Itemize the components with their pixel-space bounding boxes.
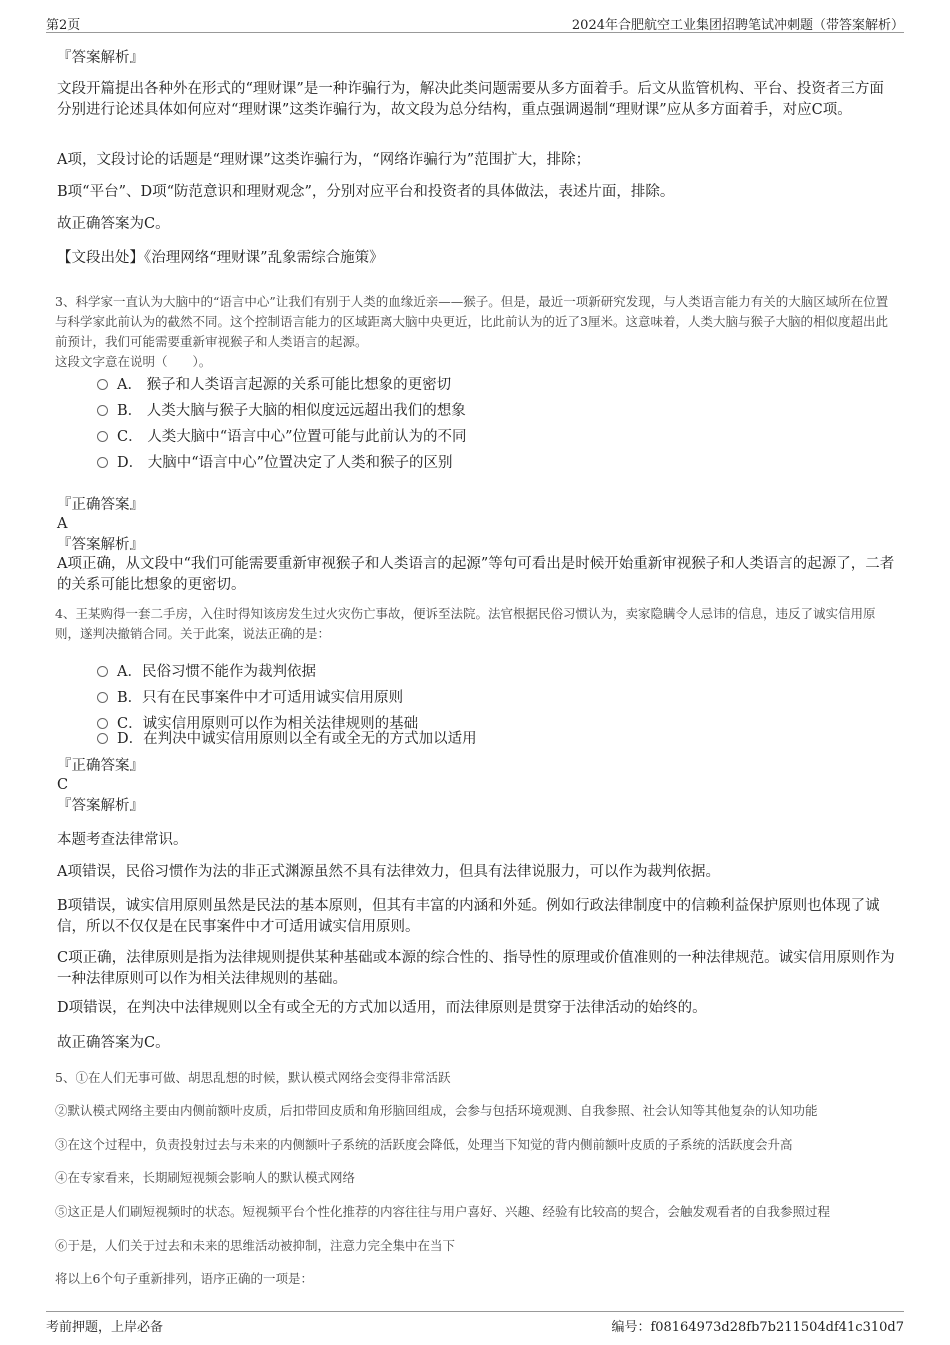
q3-ask: 这段文字意在说明（ ）。 [55, 354, 212, 369]
q4-answer-label: 『正确答案』 [57, 758, 144, 774]
q4-analysis-p2: A项错误，民俗习惯作为法的非正式渊源虽然不具有法律效力，但具有法律说服力，可以作为裁判依据。 [57, 864, 720, 880]
document-id: 编号：f08164973d28fb7b211504df41c310d7 [611, 1320, 904, 1335]
page-header [46, 12, 904, 33]
radio-icon[interactable] [97, 431, 108, 442]
q3-answer-label: 『正确答案』 [57, 497, 144, 513]
q4-option-a[interactable] [97, 662, 316, 682]
q2-analysis-p1: 文段开篇提出各种外在形式的“理财课”是一种诈骗行为，解决此类问题需要从多方面着手。后文从监管机构、平台、投资者三方面分别进行论述具体如何应对“理财课”这类诈骗行为，故文段为总分结构，重点强调遏制“理财课”应从多方面着手，对应C项。 [57, 81, 884, 118]
q3-analysis: A项正确，从文段中“我们可能需要重新审视猴子和人类语言的起源”等句可看出是时候开始重新审视猴子和人类语言的起源了，二者的关系可能比想象的更密切。 [57, 556, 895, 593]
q4-option-d[interactable] [97, 729, 477, 749]
q4-analysis-p6: 故正确答案为C。 [57, 1035, 170, 1051]
q4-answer: C [57, 777, 69, 793]
option-label: A． 猴子和人类语言起源的关系可能比想象的更密切 [117, 377, 452, 393]
option-label: B． 人类大脑与猴子大脑的相似度远远超出我们的想象 [117, 403, 466, 419]
q3-stem: 3、科学家一直认为大脑中的“语言中心”让我们有别于人类的血缘近亲——猴子。但是，最近一项新研究发现，与人类语言能力有关的大脑区域所在位置与科学家此前认为的截然不同。这个控制语言能力的区域距离大脑中央更近，比此前认为的近了3厘米。这意味着，人类大脑与猴子大脑的相似度超出此前预计，我们可能需要重新审视猴子和人类语言的起源。 [55, 294, 889, 349]
q3-option-d[interactable] [97, 453, 453, 473]
radio-icon[interactable] [97, 405, 108, 416]
page-footer [46, 1311, 904, 1334]
q4-analysis-label: 『答案解析』 [57, 798, 144, 814]
page-number: 第2页 [46, 18, 81, 33]
q4-analysis-p5: D项错误，在判决中法律规则以全有或全无的方式加以适用，而法律原则是贯穿于法律活动的始终的。 [57, 1000, 707, 1016]
q3-option-a[interactable] [97, 375, 451, 395]
radio-icon[interactable] [97, 666, 108, 677]
q2-analysis-p3: B项“平台”、D项“防范意识和理财观念”，分别对应平台和投资者的具体做法，表述片面，排除。 [57, 184, 675, 200]
radio-icon[interactable] [97, 718, 108, 729]
q5-sentence-1: 5、①在人们无事可做、胡思乱想的时候，默认模式网络会变得非常活跃 [55, 1070, 451, 1085]
q4-analysis-p4: C项正确，法律原则是指为法律规则提供某种基础或本源的综合性的、指导性的原理或价值准则的一种法律规范。诚实信用原则作为一种法律原则可以作为相关法律规则的基础。 [57, 950, 895, 987]
q5-sentence-5: ⑤这正是人们刷短视频时的状态。短视频平台个性化推荐的内容往往与用户喜好、兴趣、经验有比较高的契合，会触发观看者的自我参照过程 [55, 1204, 831, 1219]
q5-sentence-4: ④在专家看来，长期刷短视频会影响人的默认模式网络 [55, 1170, 356, 1185]
q5-sentence-2: ②默认模式网络主要由内侧前额叶皮质，后扣带回皮质和角形脑回组成，会参与包括环境观测、自我参照、社会认知等其他复杂的认知功能 [55, 1103, 818, 1118]
q4-option-b[interactable] [97, 688, 403, 708]
option-label: D． 大脑中“语言中心”位置决定了人类和猴子的区别 [117, 455, 453, 471]
option-label: B．只有在民事案件中才可适用诚实信用原则 [117, 690, 404, 706]
q5-ask: 将以上6个句子重新排列，语序正确的一项是： [55, 1271, 313, 1286]
option-label: C．诚实信用原则可以作为相关法律规则的基础 [117, 716, 419, 732]
option-label: C． 人类大脑中“语言中心”位置可能与此前认为的不同 [117, 429, 467, 445]
radio-icon[interactable] [97, 692, 108, 703]
document-title: 2024年合肥航空工业集团招聘笔试冲刺题（带答案解析） [571, 18, 904, 33]
q3-answer: A [57, 516, 68, 532]
q2-analysis-p2: A项，文段讨论的话题是“理财课”这类诈骗行为，“网络诈骗行为”范围扩大，排除； [57, 152, 591, 168]
q4-analysis-p3: B项错误，诚实信用原则虽然是民法的基本原则，但其有丰富的内涵和外延。例如行政法律制度中的信赖利益保护原则也体现了诚信，所以不仅仅是在民事案件中才可适用诚实信用原则。 [57, 898, 880, 935]
q3-option-b[interactable] [97, 401, 466, 421]
footer-slogan: 考前押题，上岸必备 [46, 1320, 164, 1335]
q2-source: 【文段出处】《治理网络“理财课”乱象需综合施策》 [57, 250, 384, 266]
q2-analysis-p4: 故正确答案为C。 [57, 216, 170, 232]
option-label: D．在判决中诚实信用原则以全有或全无的方式加以适用 [117, 731, 477, 747]
radio-icon[interactable] [97, 457, 108, 468]
radio-icon[interactable] [97, 733, 108, 744]
q3-analysis-label: 『答案解析』 [57, 537, 144, 553]
q3-option-c[interactable] [97, 427, 467, 447]
radio-icon[interactable] [97, 379, 108, 390]
q5-sentence-3: ③在这个过程中，负责投射过去与未来的内侧额叶子系统的活跃度会降低，处理当下知觉的背内侧前额叶皮质的子系统的活跃度会升高 [55, 1137, 793, 1152]
q5-sentence-6: ⑥于是，人们关于过去和未来的思维活动被抑制，注意力完全集中在当下 [55, 1238, 456, 1253]
option-label: A．民俗习惯不能作为裁判依据 [117, 664, 316, 680]
q4-analysis-p1: 本题考查法律常识。 [57, 832, 188, 848]
q2-analysis-label: 『答案解析』 [57, 50, 144, 66]
q4-stem: 4、王某购得一套二手房，入住时得知该房发生过火灾伤亡事故，便诉至法院。法官根据民俗习惯认为，卖家隐瞒令人忌讳的信息，违反了诚实信用原则，遂判决撤销合同。关于此案，说法正确的是： [55, 606, 876, 641]
